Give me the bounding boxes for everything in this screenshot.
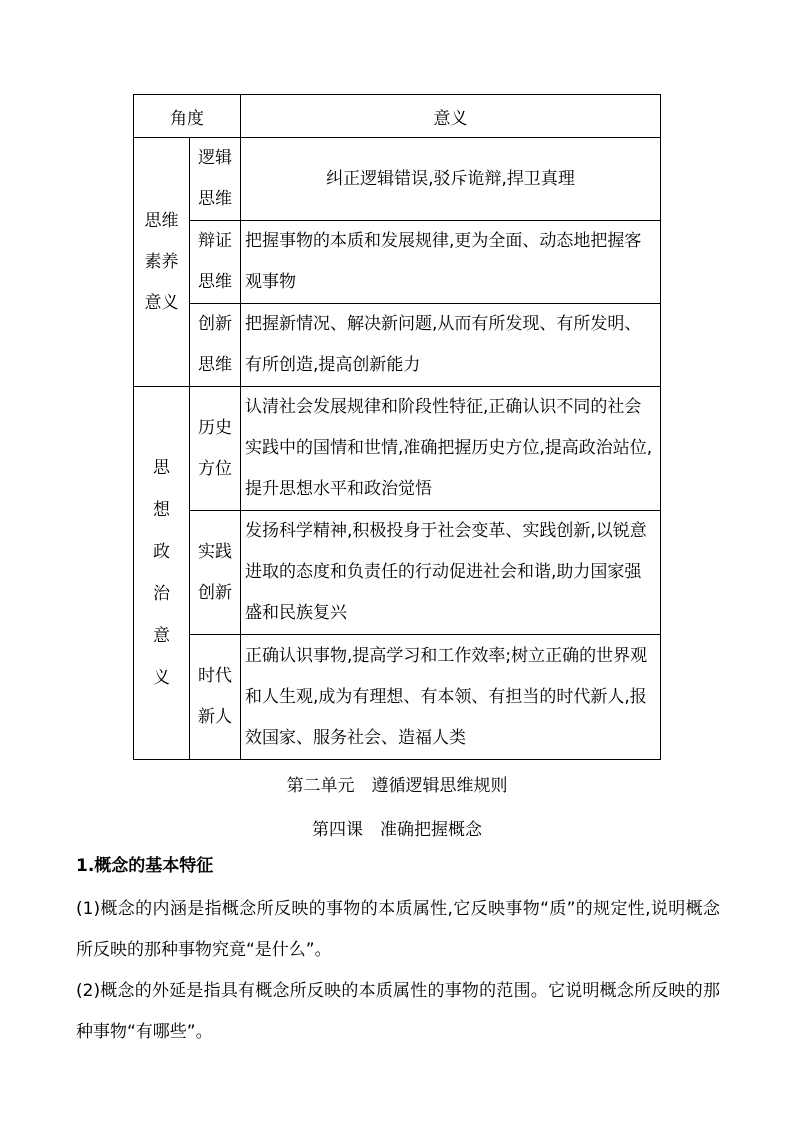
sub-label: 逻辑思维 bbox=[198, 148, 232, 209]
meaning-table bbox=[133, 94, 661, 760]
section-heading: 1.概念的基本特征 bbox=[76, 856, 214, 876]
paragraph-extension: (2)概念的外延是指具有概念所反映的本质属性的事物的范围。它说明概念所反映的那种事物“有哪些”。 bbox=[76, 981, 720, 1042]
table-row bbox=[134, 221, 661, 304]
table-row bbox=[134, 635, 661, 760]
table-row bbox=[134, 511, 661, 635]
group-label-politics bbox=[134, 387, 190, 760]
sub-cell bbox=[190, 304, 241, 387]
header-angle: 角度 bbox=[134, 95, 241, 138]
group-label-thinking bbox=[134, 138, 190, 387]
table-row bbox=[134, 138, 661, 221]
sub-cell bbox=[190, 387, 241, 511]
table-row bbox=[134, 387, 661, 511]
desc-cell: 认清社会发展规律和阶段性特征,正确认识不同的社会实践中的国情和世情,准确把握历史方位,提高政治站位,提升思想水平和政治觉悟 bbox=[241, 387, 661, 511]
sub-label: 实践创新 bbox=[198, 541, 232, 603]
table-row bbox=[134, 304, 661, 387]
sub-label: 创新思维 bbox=[198, 314, 232, 375]
lesson-title: 第四课 准确把握概念 bbox=[312, 820, 482, 840]
sub-label: 辩证思维 bbox=[198, 231, 232, 292]
desc-cell: 把握事物的本质和发展规律,更为全面、动态地把握客观事物 bbox=[241, 221, 661, 304]
sub-cell bbox=[190, 138, 241, 221]
sub-cell bbox=[190, 635, 241, 760]
sub-label: 时代新人 bbox=[198, 666, 232, 727]
desc-cell: 发扬科学精神,积极投身于社会变革、实践创新,以锐意进取的态度和负责任的行动促进社会和谐,助力国家强盛和民族复兴 bbox=[241, 511, 661, 635]
paragraph-intension: (1)概念的内涵是指概念所反映的事物的本质属性,它反映事物“质”的规定性,说明概念所反映的那种事物究竟“是什么”。 bbox=[76, 899, 720, 960]
sub-label: 历史方位 bbox=[198, 417, 232, 479]
unit-title: 第二单元 遵循逻辑思维规则 bbox=[286, 776, 508, 796]
sub-cell bbox=[190, 511, 241, 635]
group-label-text: 思想政治意义 bbox=[153, 458, 170, 688]
header-meaning: 意义 bbox=[241, 95, 661, 138]
sub-cell bbox=[190, 221, 241, 304]
desc-cell: 纠正逻辑错误,驳斥诡辩,捍卫真理 bbox=[241, 138, 661, 221]
table-header-row bbox=[134, 95, 661, 138]
desc-cell: 把握新情况、解决新问题,从而有所发现、有所发明、有所创造,提高创新能力 bbox=[241, 304, 661, 387]
group-label-text: 思维素养意义 bbox=[144, 210, 179, 313]
desc-cell: 正确认识事物,提高学习和工作效率;树立正确的世界观和人生观,成为有理想、有本领、有担当的时代新人,报效国家、服务社会、造福人类 bbox=[241, 635, 661, 760]
